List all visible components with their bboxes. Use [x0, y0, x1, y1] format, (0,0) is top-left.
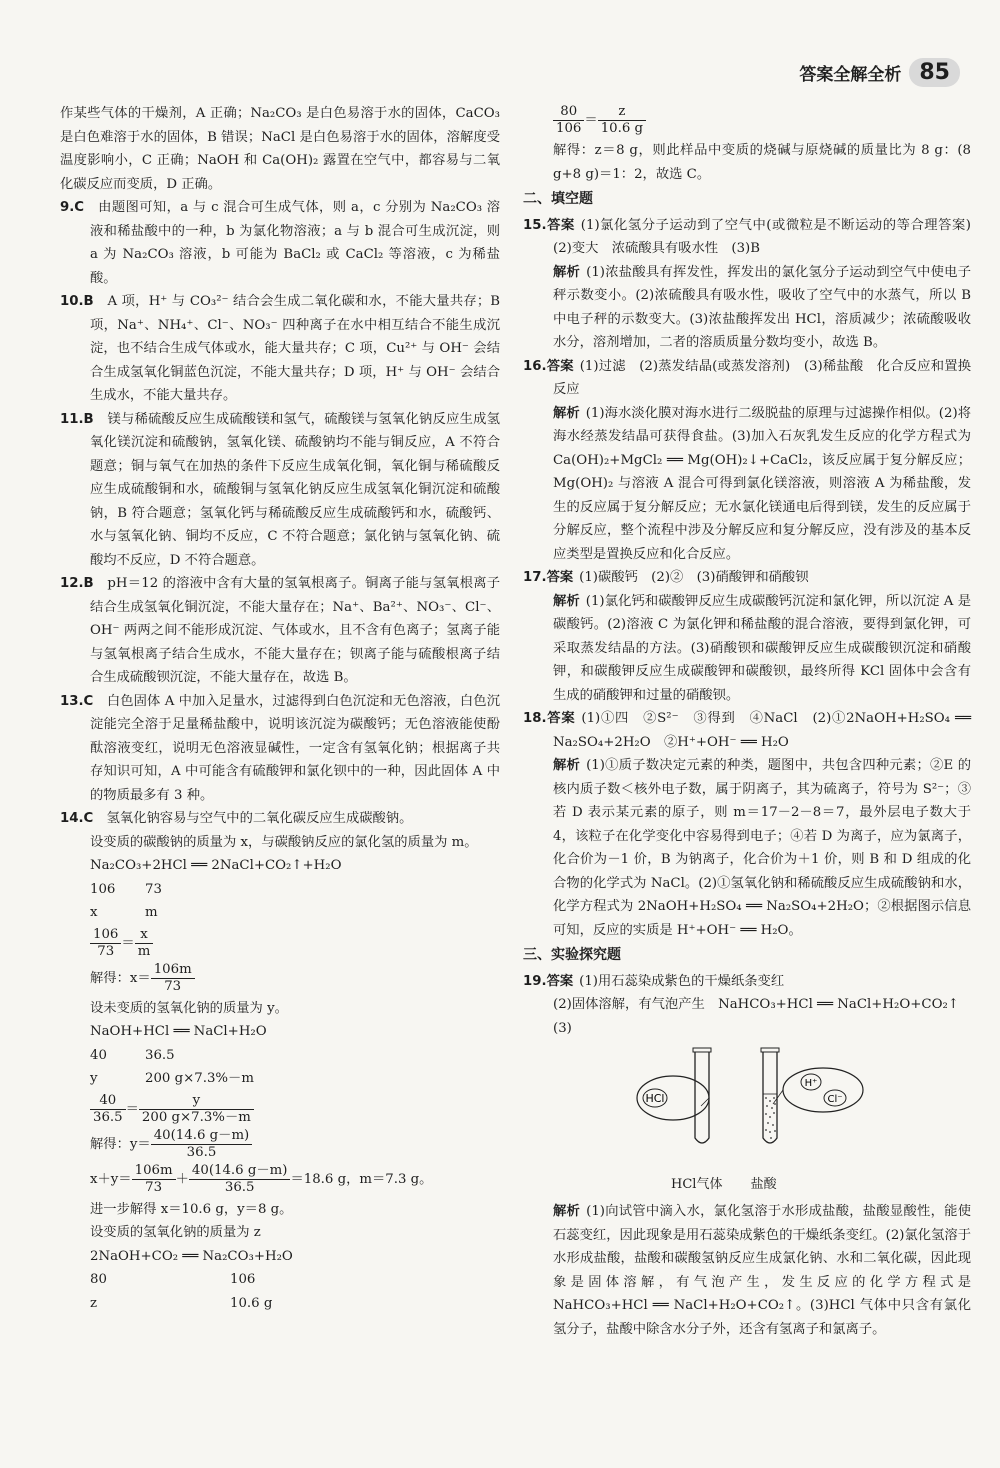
- denominator: 73: [164, 978, 182, 994]
- left-column: [60, 102, 500, 1315]
- analysis-17: [523, 590, 971, 708]
- section-title-experiment: 三、实验探究题: [523, 947, 621, 963]
- answer-text: A 项，H⁺ 与 CO₃²⁻ 结合会生成二氧化碳和水，不能大量共存；B 项，Na⁺、NH₄⁺、Cl⁻、NO₃⁻ 四种离子在水中相互结合不能生成沉淀，也不结合生成气体或水，能大量共存；C 项，Cu²⁺ 与 OH⁻ 会结合生成氢氧化铜蓝色沉淀，不能大量共存；D 项，H⁺ 与 OH⁻ 会结合生成水，不能大量共存。: [90, 294, 501, 403]
- analysis-text: (1)浓盐酸具有挥发性，挥发出的氯化氢分子运动到空气中使电子秤示数变小。(2)浓硫酸具有吸水性，吸收了空气中的水蒸气，所以 B 中电子秤的示数变大。(3)浓盐酸挥发出 HCl，溶质减少；浓硫酸吸收水分，溶剂增加，二者的溶质质量分数均变小，故选 B。: [553, 264, 972, 350]
- left-tube: [695, 1052, 709, 1143]
- analysis-15: [523, 261, 971, 355]
- answer-12: [60, 572, 500, 690]
- hydrochloric-acid-label: 盐酸: [750, 1176, 777, 1192]
- analysis-text: (1)向试管中滴入水，氯化氢溶于水形成盐酸，盐酸显酸性，能使石蕊变红，因此现象是用石蕊染成紫色的干燥纸条变红。(2)氯化氢溶于水形成盐酸，盐酸和碳酸氢钠反应生成氯化钠、水和二氧化碳，因此现象是固体溶解，有气泡产生，发生反应的化学方程式是 NaHCO₃+HCl ══ NaCl+H₂O+CO₂↑。(3)HCl 气体中只含有氯化氢分子，盐酸中除含水分子外，还含有氢离子和氯离子。: [553, 1204, 972, 1337]
- analysis-tag: 解析: [553, 593, 580, 609]
- solution: [90, 962, 500, 995]
- liquid-dots: [765, 1097, 776, 1139]
- answer-tag: 答案: [546, 973, 574, 989]
- analysis-text: (1)氯化钙和碳酸钾反应生成碳酸钙沉淀和氯化钾，所以沉淀 A 是碳酸钙。(2)溶液 C 为氯化钾和稀盐酸的混合溶液，要得到氯化钾，可采取蒸发结晶的方法。(3)硝酸钡和碳酸钾反应生成碳酸钡沉淀和硝酸钾，和碳酸钾反应生成碳酸钾和碳酸钡，最终所得 KCl 固体中会含有生成的硝酸钾和过量的硝酸钡。: [553, 593, 972, 703]
- solution: 解得：z＝8 g，则此样品中变质的烧碱与原烧碱的质量比为 8 g：(8 g+8 g)＝1：2，故选 C。: [553, 143, 971, 182]
- q-number: 15.: [523, 217, 547, 233]
- q-number: 17.: [523, 570, 547, 585]
- answer-tag: 答案: [546, 711, 576, 726]
- answer-text: (1)用石蕊染成紫色的干燥纸条变红: [579, 973, 785, 989]
- answer-14-work: [60, 831, 500, 1316]
- answer-tag: 答案: [546, 358, 574, 374]
- answer-tag: 答案: [546, 217, 575, 233]
- step-text: 设未变质的氢氧化钠的质量为 y。: [90, 1000, 288, 1016]
- answer-13: [60, 690, 500, 808]
- hcl-gas-label: HCl气体: [671, 1176, 723, 1192]
- q-number: 18.: [523, 711, 547, 726]
- q-number: 16.: [523, 358, 547, 374]
- step-text: 设变质的氢氧化钠的质量为 z: [90, 1225, 261, 1240]
- equation-symbols: [90, 1292, 500, 1316]
- numerator: 106m: [132, 1163, 176, 1180]
- proportion: $\frac{106}{73}$ ＝ $\frac{x}{m}$: [90, 927, 500, 960]
- denominator: 73: [97, 943, 115, 959]
- proportion: $\frac{40}{36.5}$ ＝ $\frac{y}{200 g\times 7.3\%-m}$: [90, 1093, 500, 1126]
- symbol: z: [90, 1295, 98, 1311]
- sum-label: x＋y＝: [90, 1171, 132, 1187]
- denominator: m: [137, 943, 151, 959]
- page-header: [799, 58, 960, 87]
- equation-symbols: [90, 901, 500, 925]
- symbol: m: [145, 905, 158, 920]
- answer-16: [523, 355, 971, 402]
- answer-18: [523, 707, 971, 754]
- answer-text: (1)过滤 (2)蒸发结晶(或蒸发溶剂) (3)稀盐酸 化合反应和置换反应: [553, 358, 972, 397]
- denominator: 36.5: [186, 1144, 217, 1160]
- symbol: 10.6 g: [230, 1295, 273, 1311]
- answer-tag: 答案: [546, 570, 574, 585]
- numerator: 40: [90, 1093, 126, 1110]
- value: 40: [90, 1047, 107, 1063]
- numerator: z: [598, 104, 646, 121]
- answer-17: [523, 566, 971, 590]
- value: 106: [90, 881, 116, 897]
- cl-ion-label: Cl⁻: [827, 1094, 843, 1105]
- numerator: 106m: [151, 962, 195, 979]
- numerator: x: [135, 927, 154, 944]
- analysis-tag: 解析: [553, 405, 580, 421]
- header-title: 答案全解全析: [799, 65, 902, 85]
- numerator: 106: [90, 927, 121, 944]
- equation: NaOH+HCl ══ NaCl+H₂O: [90, 1024, 267, 1039]
- answer-9: [60, 196, 500, 290]
- answer-14: [60, 807, 500, 831]
- sum-result: ＝18.6 g，m＝7.3 g。: [290, 1171, 433, 1187]
- answer-text: (1)氯化氢分子运动到了空气中(或微粒是不断运动的等合理答案) (2)变大 浓硫酸具有吸水性 (3)B: [553, 217, 985, 256]
- analysis-tag: 解析: [553, 1204, 581, 1219]
- sum-equation: x＋y＝ $\frac{106m}{73}$ ＋ $\frac{40(14.6 g-m)}{36.5}$ ＝18.6 g，m＝7.3 g。: [90, 1162, 433, 1195]
- step-text: 进一步解得 x＝10.6 g，y＝8 g。: [90, 1201, 293, 1217]
- analysis-tag: 解析: [553, 758, 581, 773]
- section-title-fill-in: 二、填空题: [523, 191, 593, 207]
- answer-10: [60, 290, 500, 408]
- right-column: [523, 102, 985, 1341]
- q-number: 19.: [523, 973, 547, 989]
- q-number: 14.C: [60, 811, 94, 826]
- h-ion-label: H⁺: [804, 1078, 818, 1089]
- answer-11: [60, 408, 500, 573]
- numerator: 80: [553, 104, 584, 121]
- right-tube-lip: [761, 1048, 779, 1052]
- q-number: 11.B: [60, 411, 94, 427]
- answer-text: (1)碳酸钙 (2)② (3)硝酸钾和硝酸钡: [579, 570, 809, 585]
- solution: [90, 1128, 500, 1161]
- numerator: 40(14.6 g－m): [151, 1128, 253, 1145]
- analysis-tag: 解析: [553, 264, 581, 280]
- analysis-text: (1)海水淡化膜对海水进行二级脱盐的原理与过滤操作相似。(2)将海水经蒸发结晶可获得食盐。(3)加入石灰乳发生反应的化学方程式为 Ca(OH)₂+MgCl₂ ══ Mg(OH)₂↓+CaCl₂，该反应属于复分解反应；Mg(OH)₂ 与溶液 A 混合可得到氯化镁溶液，则溶液 A 为稀盐酸，发生的反应属于复分解反应；无水氯化镁通电后得到镁，发生的反应属于分解反应，整个流程中涉及分解反应和复分解反应，没有涉及的基本反应类型是置换反应和化合反应。: [553, 405, 971, 562]
- answer-text: 氢氧化钠容易与空气中的二氧化碳反应生成碳酸钠。: [106, 811, 413, 826]
- equation-values: [90, 878, 500, 902]
- numerator: y: [139, 1093, 254, 1110]
- symbol: x: [90, 905, 98, 920]
- step-text: 设变质的碳酸钠的质量为 x，与碳酸钠反应的氯化氢的质量为 m。: [90, 834, 478, 850]
- analysis-16: [523, 402, 971, 567]
- analysis-18: [523, 754, 971, 942]
- answer-text: 由题图可知，a 与 c 混合可生成气体，则 a，c 分别为 Na₂CO₃ 溶液和稀盐酸中的一种，b 为氯化物溶液；a 与 b 混合可生成沉淀，则 a 为 Na₂CO₃ 溶液，b 可能为 BaCl₂ 或 CaCl₂ 等溶液，c 为稀盐酸。: [90, 200, 501, 286]
- equation-symbols: [90, 1067, 500, 1091]
- answer-15: [523, 214, 985, 261]
- denominator: 10.6 g: [600, 121, 644, 136]
- value: 36.5: [145, 1047, 175, 1063]
- answer-text: 镁与稀硫酸反应生成硫酸镁和氢气，硫酸镁与氢氧化钠反应生成氢氧化镁沉淀和硫酸钠，氢氧化镁、硫酸钠均不能与铜反应，A 不符合题意；铜与氧气在加热的条件下反应生成氧化铜，氧化铜与稀硫酸反应生成硫酸铜和水，硫酸铜与氢氧化钠反应生成氢氧化铜沉淀和硫酸钠，B 符合题意；氢氧化钙与稀硫酸反应生成硫酸钙和水，硫酸钙、水与氢氧化钠、铜均不反应，C 不符合题意；氯化钠与氢氧化钠、硫酸均不反应，D 不符合题意。: [90, 411, 501, 568]
- equation-values: [90, 1044, 500, 1068]
- q-number: 9.C: [60, 200, 85, 215]
- answer-14-continued: [523, 104, 971, 186]
- answer-19-part2: (2)固体溶解，有气泡产生 NaHCO₃+HCl ══ NaCl+H₂O+CO₂↑: [553, 997, 959, 1012]
- denominator: 36.5: [93, 1109, 123, 1125]
- value: 73: [145, 881, 162, 897]
- value: 80: [90, 1272, 107, 1287]
- denominator: 73: [145, 1179, 163, 1195]
- hcl-label: HCl: [645, 1092, 665, 1105]
- solution-label: 解得：x＝: [90, 970, 151, 986]
- answer-19-part3: (3): [553, 1020, 572, 1036]
- denominator: 106: [556, 121, 582, 136]
- right-zoom-ellipse: [783, 1068, 863, 1112]
- q-number: 12.B: [60, 576, 94, 591]
- equation-values: [90, 1268, 500, 1292]
- q-number: 13.C: [60, 693, 94, 709]
- solution-label: 解得：y＝: [90, 1136, 151, 1152]
- page-number: 85: [909, 58, 960, 87]
- answer-text: pH＝12 的溶液中含有大量的氢氧根离子。铜离子能与氢氧根离子结合生成氢氧化铜沉淀，不能大量存在；Na⁺、Ba²⁺、NO₃⁻、Cl⁻、OH⁻ 两两之间不能形成沉淀、气体或水，且不含有色离子；氢离子能与氢氧根离子结合生成水，不能大量存在；钡离子能与硫酸根离子结合生成硫酸钡沉淀，不能大量存在，故选 B。: [90, 576, 500, 685]
- analysis-text: (1)①质子数决定元素的种类，题图中，共包含四种元素；②E 的核内质子数＜核外电子数，属于阴离子，其为硫离子，符号为 S²⁻；③若 D 表示某元素的原子，则 m＝17－2－8＝7，最外层电子数大于 4，该粒子在化学变化中容易得到电子；④若 D 为离子，应为氯离子，化合价为－1 价，B 为钠离子，化合价为＋1 价，则 B 和 D 组成的化合物的化学式为 NaCl。(2)①氢氧化钠和稀硫酸反应生成硫酸钠和水，化学方程式为 2NaOH+H₂SO₄ ══ Na₂SO₄+2H₂O；②根据图示信息可知，反应的实质是 H⁺+OH⁻ ══ H₂O。: [553, 758, 971, 938]
- symbol: y: [90, 1071, 98, 1086]
- diagram-svg: [633, 1046, 913, 1164]
- denominator: 200 g×7.3%－m: [141, 1109, 251, 1125]
- answer-19: [523, 970, 971, 994]
- analysis-19: [523, 1200, 971, 1341]
- q-number: 10.B: [60, 294, 94, 309]
- intro-paragraph: 作某些气体的干燥剂，A 正确；Na₂CO₃ 是白色易溶于水的固体，CaCO₃ 是白色难溶于水的固体，B 错误；NaCl 是白色易溶于水的固体，溶解度受温度影响小，C 正确；NaOH 和 Ca(OH)₂ 露置在空气中，都容易与二氧化碳反应而变质，D 正确。: [60, 106, 500, 192]
- numerator: 40(14.6 g－m): [189, 1163, 291, 1180]
- equation: 2NaOH+CO₂ ══ Na₂CO₃+H₂O: [90, 1248, 293, 1264]
- symbol: 200 g×7.3%－m: [145, 1071, 254, 1086]
- proportion: $\frac{80}{106}$ ＝ $\frac{z}{10.6 g}$: [553, 104, 971, 137]
- test-tube-diagram: [633, 1046, 971, 1196]
- answer-text: 白色固体 A 中加入足量水，过滤得到白色沉淀和无色溶液，白色沉淀能完全溶于足量稀盐酸中，说明该沉淀为碳酸钙；无色溶液能使酚酞溶液变红，说明无色溶液显碱性，一定含有氢氧化钠；根据离子共存知识可知，A 中可能含有硫酸钾和氯化钡中的一种，因此固体 A 中的物质最多有 3 种。: [90, 693, 501, 803]
- value: 106: [230, 1272, 256, 1287]
- equation: Na₂CO₃+2HCl ══ 2NaCl+CO₂↑+H₂O: [90, 858, 342, 873]
- diagram-labels: [633, 1173, 971, 1197]
- left-tube-lip: [693, 1048, 711, 1052]
- denominator: 36.5: [224, 1179, 255, 1195]
- right-tube: [763, 1052, 777, 1143]
- answer-text: (1)①四 ②S²⁻ ③得到 ④NaCl (2)①2NaOH+H₂SO₄ ══ Na₂SO₄+2H₂O ②H⁺+OH⁻ ══ H₂O: [553, 711, 971, 750]
